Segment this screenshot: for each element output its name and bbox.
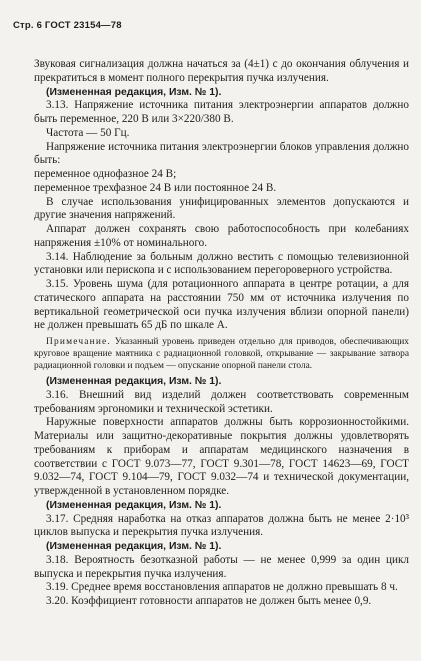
paragraph-sound-signal: Звуковая сигнализация должна начаться за (4±1) с до окончания облучения и прекратиться в момент полного перекрытия пучка излучения. [34, 58, 409, 84]
clause-3-19: 3.19. Среднее время восстановления аппаратов не должно превышать 8 ч. [46, 581, 398, 594]
clause-3-13: 3.13. Напряжение источника питания электроэнергии аппаратов должно быть переменное, 220 В или 3×220/380 В. [34, 99, 409, 125]
paragraph-unified-elements: В случае использования унифицированных элементов допускаются и другие значения напряжений. [34, 195, 409, 222]
paragraph-corrosion: Наружные поверхности аппаратов должны быть коррозионностойкими. Материалы или защитно-декоративные покрытия должны удовлетворять требованиям к приборам и аппаратам медицинского назначения в соответствии с ГОСТ 9.073—77, ГОСТ 9.301—78, ГОСТ 14623—69, ГОСТ 9.032—74, ГОСТ 9.104—79, ГОСТ 9.032—74 и технической документации, утвержденной в установленном порядке. [34, 416, 409, 497]
amendment-note: (Измененная редакция, Изм. № 1). [46, 499, 222, 511]
document-body [34, 58, 409, 609]
clause-3-14: 3.14. Наблюдение за больным должно вестить с помощью телевизионной установки или перископа и с использованием перегороверного устройства. [34, 250, 409, 277]
clause-3-16: 3.16. Внешний вид изделий должен соответствовать современным требованиям эргономики и технической эстетики. [34, 388, 409, 415]
paragraph-voltage-tolerance: Аппарат должен сохранять свою работоспособность при колебаниях напряжения ±10% от номинального. [34, 223, 409, 249]
clause-3-15: 3.15. Уровень шума (для ротационного аппарата в центре ротации, а для статического аппарата на расстоянии 750 мм от источника излучения по вертикальной геометрической оси пучка излучения вблизи опорной панели) не должен превышать 65 дБ по шкале А. [34, 278, 409, 332]
list-item-single-phase: переменное однофазное 24 В; [34, 168, 177, 180]
clause-3-17: 3.17. Средняя наработка на отказ аппаратов должна быть не менее 2·10³ циклов выпуска и перекрытия пучка излучения. [34, 512, 409, 539]
note-label: Примечание. [46, 337, 111, 347]
clause-3-20: 3.20. Коэффициент готовности аппаратов не должен быть менее 0,9. [46, 595, 372, 607]
list-item-three-phase: переменное трехфазное 24 В или постоянное 24 В. [34, 181, 277, 194]
clause-3-18: 3.18. Вероятность безотказной работы — не менее 0,999 за один цикл выпуска и перекрытия пучка излучения. [34, 553, 409, 580]
note-paragraph [34, 336, 409, 372]
amendment-note: (Измененная редакция, Изм. № 1). [46, 541, 222, 552]
amendment-note: (Измененная редакция, Изм. № 1). [46, 376, 222, 387]
paragraph-frequency: Частота — 50 Гц. [46, 126, 130, 139]
note-text: Указанный уровень приведен отдельно для приводов, обеспечивающих круговое вращение маятника с радиационной головкой, открывание — закрывание затвора радиационной головки и подъем — опускание опорной панели стола. [34, 337, 409, 371]
paragraph-control-voltage: Напряжение источника питания электроэнергии блоков управления должно быть: [34, 140, 409, 167]
amendment-note: (Измененная редакция, Изм. № 1). [46, 86, 222, 98]
page-header: Стр. 6 ГОСТ 23154—78 [13, 20, 122, 31]
